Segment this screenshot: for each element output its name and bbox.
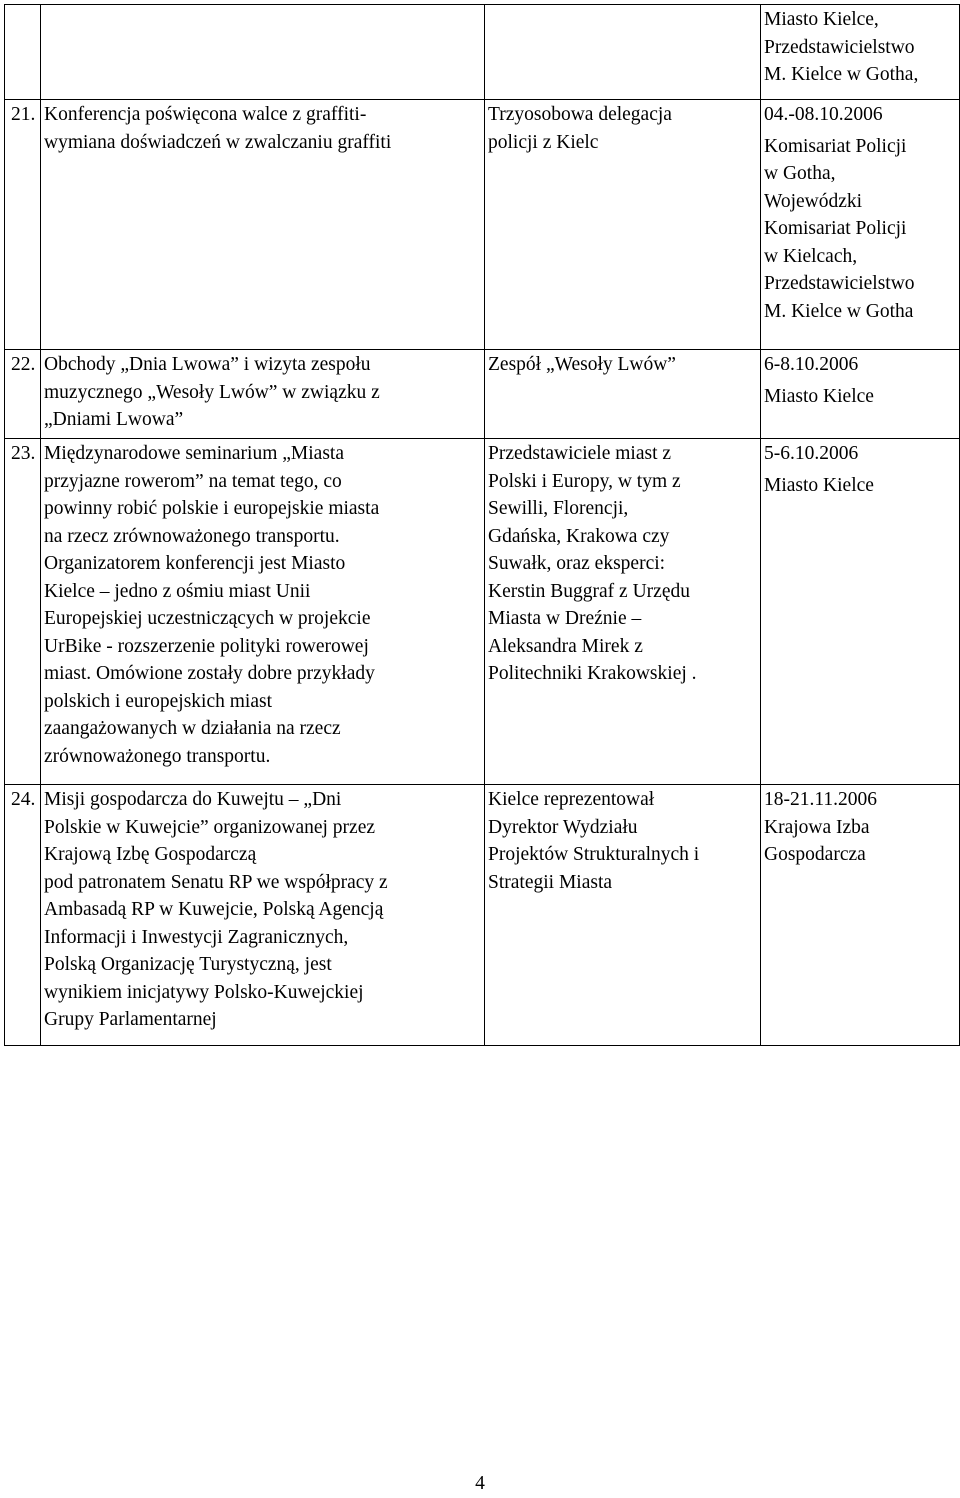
- event-place: Krajowa Izba Gospodarcza: [764, 816, 870, 865]
- participants: [485, 5, 760, 6]
- row-number-cell: [5, 5, 41, 100]
- event-title: Międzynarodowe seminarium „Miasta przyjazne rowerom” na temat tego, co powinny robić polskie i europejskie miasta na rzecz zrównoważonego transportu. Organizatorem konferencji jest Miasto Kielce – jedno z ośmiu miast Unii Europejskiej uczestniczących w projekcie UrBike - rozszerzenie polityki rowerowej miast. Omówione zostały dobre przykłady polskich i europejskich miast zaangażowanych w działania na rzecz zrównoważonego transportu.: [44, 443, 380, 767]
- date-place-cell: [761, 350, 960, 439]
- event-title-cell: [41, 785, 485, 1046]
- event-title: Obchody „Dnia Lwowa” i wizyta zespołu muzycznego „Wesoły Lwów” w związku z „Dniami Lwowa”: [44, 354, 380, 430]
- event-title-cell: [41, 5, 485, 100]
- event-date: 5-6.10.2006: [764, 443, 859, 464]
- event-title-cell: [41, 350, 485, 439]
- row-number-cell: [5, 100, 41, 350]
- date-place-cell: [761, 5, 960, 100]
- row-number: [5, 5, 40, 6]
- event-place: Miasto Kielce: [764, 474, 874, 496]
- events-table: [4, 4, 960, 1046]
- event-title-cell: [41, 439, 485, 785]
- row-number: 23.: [11, 443, 36, 464]
- table-row: [5, 439, 960, 785]
- event-date: 18-21.11.2006: [764, 789, 878, 810]
- date-place-cell: [761, 785, 960, 1046]
- table-row: [5, 100, 960, 350]
- page-number: 4: [475, 1473, 485, 1494]
- event-title: Misji gospodarcza do Kuwejtu – „Dni Polskie w Kuwejcie” organizowanej przez Krajową Izbę Gospodarczą pod patronatem Senatu RP we współpracy z Ambasadą RP w Kuwejcie, Polską Agencją Informacji i Inwestycji Zagranicznych, Polską Organizację Turystyczną, jest wynikiem inicjatywy Polsko-Kuwejckiej Grupy Parlamentarnej: [44, 789, 388, 1030]
- event-title-cell: [41, 100, 485, 350]
- participants-cell: [485, 785, 761, 1046]
- event-place: Komisariat Policji w Gotha, Wojewódzki Komisariat Policji w Kielcach, Przedstawicielstwo M. Kielce w Gotha: [764, 135, 915, 322]
- event-title: Konferencja poświęcona walce z graffiti- wymiana doświadczeń w zwalczaniu graffiti: [44, 104, 392, 153]
- date-place-cell: [761, 439, 960, 785]
- row-number: 24.: [11, 789, 36, 810]
- row-number: 22.: [11, 354, 36, 375]
- row-number: 21.: [11, 104, 36, 125]
- row-number-cell: [5, 350, 41, 439]
- table-row: [5, 785, 960, 1046]
- participants: Kielce reprezentował Dyrektor Wydziału Projektów Strukturalnych i Strategii Miasta: [488, 789, 700, 893]
- participants: Przedstawiciele miast z Polski i Europy, w tym z Sewilli, Florencji, Gdańska, Krakowa czy Suwałk, oraz eksperci: Kerstin Buggraf z Urzędu Miasta w Dreźnie – Aleksandra Mirek z Politechniki Krakowskiej .: [488, 443, 697, 684]
- event-date: 04.-08.10.2006: [764, 104, 883, 125]
- participants-cell: [485, 439, 761, 785]
- event-place: Miasto Kielce: [764, 385, 874, 407]
- participants-cell: [485, 350, 761, 439]
- participants-cell: [485, 5, 761, 100]
- table-row: [5, 5, 960, 100]
- participants: Zespół „Wesoły Lwów”: [488, 354, 676, 375]
- date-place-cell: [761, 100, 960, 350]
- row-number-cell: [5, 785, 41, 1046]
- event-title: [41, 5, 484, 6]
- participants-cell: [485, 100, 761, 350]
- row-number-cell: [5, 439, 41, 785]
- event-date: 6-8.10.2006: [764, 354, 859, 375]
- participants: Trzyosobowa delegacja policji z Kielc: [488, 104, 672, 153]
- table-row: [5, 350, 960, 439]
- event-place: Miasto Kielce, Przedstawicielstwo M. Kielce w Gotha,: [764, 9, 919, 85]
